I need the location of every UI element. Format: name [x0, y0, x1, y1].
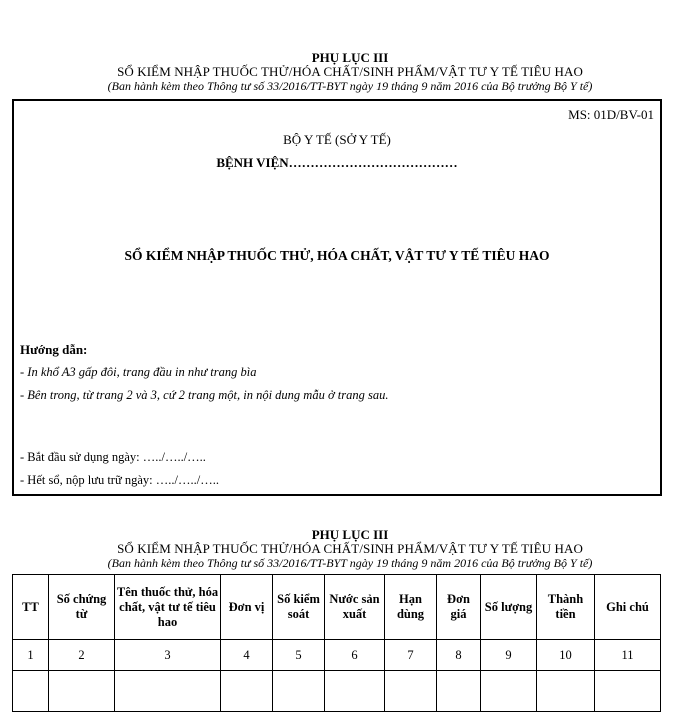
empty-cell — [221, 671, 273, 712]
empty-cell — [385, 671, 437, 712]
table-empty-row — [13, 671, 661, 712]
guide-heading: Hướng dẫn: — [20, 342, 88, 357]
appendix-note: (Ban hành kèm theo Thông tư số 33/2016/TT-BYT ngày 19 tháng 9 năm 2016 của Bộ trưởng Bộ Y tế) — [107, 79, 593, 93]
number-cell: 10 — [537, 640, 595, 671]
number-cell: 7 — [385, 640, 437, 671]
empty-cell — [325, 671, 385, 712]
empty-cell — [13, 671, 49, 712]
appendix-note: (Ban hành kèm theo Thông tư số 33/2016/TT-BYT ngày 19 tháng 9 năm 2016 của Bộ trưởng Bộ Y tế) — [107, 556, 593, 570]
appendix-header-top — [0, 51, 700, 93]
empty-cell — [273, 671, 325, 712]
header-cell: Số chứng từ — [49, 575, 115, 640]
number-cell: 9 — [481, 640, 537, 671]
number-cell: 3 — [115, 640, 221, 671]
number-cell: 8 — [437, 640, 481, 671]
empty-cell — [481, 671, 537, 712]
empty-cell — [115, 671, 221, 712]
ministry-name: BỘ Y TẾ (SỞ Y TẾ) — [283, 132, 391, 147]
header-cell: Nước sản xuất — [325, 575, 385, 640]
header-cell: Đơn vị — [221, 575, 273, 640]
guide-line: - In khổ A3 gấp đôi, trang đầu in như trang bìa — [20, 365, 257, 379]
empty-cell — [537, 671, 595, 712]
appendix-header-bottom — [0, 528, 700, 570]
number-cell: 5 — [273, 640, 325, 671]
number-cell: 4 — [221, 640, 273, 671]
number-cell: 2 — [49, 640, 115, 671]
appendix-title: PHỤ LỤC III — [311, 527, 389, 542]
header-cell: Đơn giá — [437, 575, 481, 640]
header-cell: Hạn dùng — [385, 575, 437, 640]
empty-cell — [437, 671, 481, 712]
number-cell: 6 — [325, 640, 385, 671]
table-number-row — [13, 640, 661, 671]
appendix-title: PHỤ LỤC III — [311, 50, 389, 65]
table-header-row — [13, 575, 661, 640]
header-cell: TT — [13, 575, 49, 640]
start-date-line: - Bắt đầu sử dụng ngày: …../…../….. — [20, 450, 206, 464]
record-table — [12, 574, 661, 712]
header-cell: Số kiểm soát — [273, 575, 325, 640]
end-date-line: - Hết sổ, nộp lưu trữ ngày: …../…../….. — [20, 473, 219, 487]
cover-page — [12, 99, 662, 496]
header-cell: Tên thuốc thử, hóa chất, vật tư tế tiêu hao — [115, 575, 221, 640]
header-cell: Ghi chú — [595, 575, 661, 640]
number-cell: 11 — [595, 640, 661, 671]
empty-cell — [595, 671, 661, 712]
appendix-subtitle: SỔ KIỂM NHẬP THUỐC THỬ/HÓA CHẤT/SINH PHẨM/VẬT TƯ Y TẾ TIÊU HAO — [117, 541, 583, 556]
header-cell: Số lượng — [481, 575, 537, 640]
hospital-name: BỆNH VIỆN………………………………… — [216, 155, 458, 170]
form-code: MS: 01D/BV-01 — [568, 107, 654, 122]
empty-cell — [49, 671, 115, 712]
guide-line: - Bên trong, từ trang 2 và 3, cứ 2 trang một, in nội dung mẫu ở trang sau. — [20, 388, 389, 402]
appendix-subtitle: SỔ KIỂM NHẬP THUỐC THỬ/HÓA CHẤT/SINH PHẨM/VẬT TƯ Y TẾ TIÊU HAO — [117, 64, 583, 79]
header-cell: Thành tiền — [537, 575, 595, 640]
number-cell: 1 — [13, 640, 49, 671]
book-title: SỔ KIỂM NHẬP THUỐC THỬ, HÓA CHẤT, VẬT TƯ Y TẾ TIÊU HAO — [124, 248, 550, 263]
